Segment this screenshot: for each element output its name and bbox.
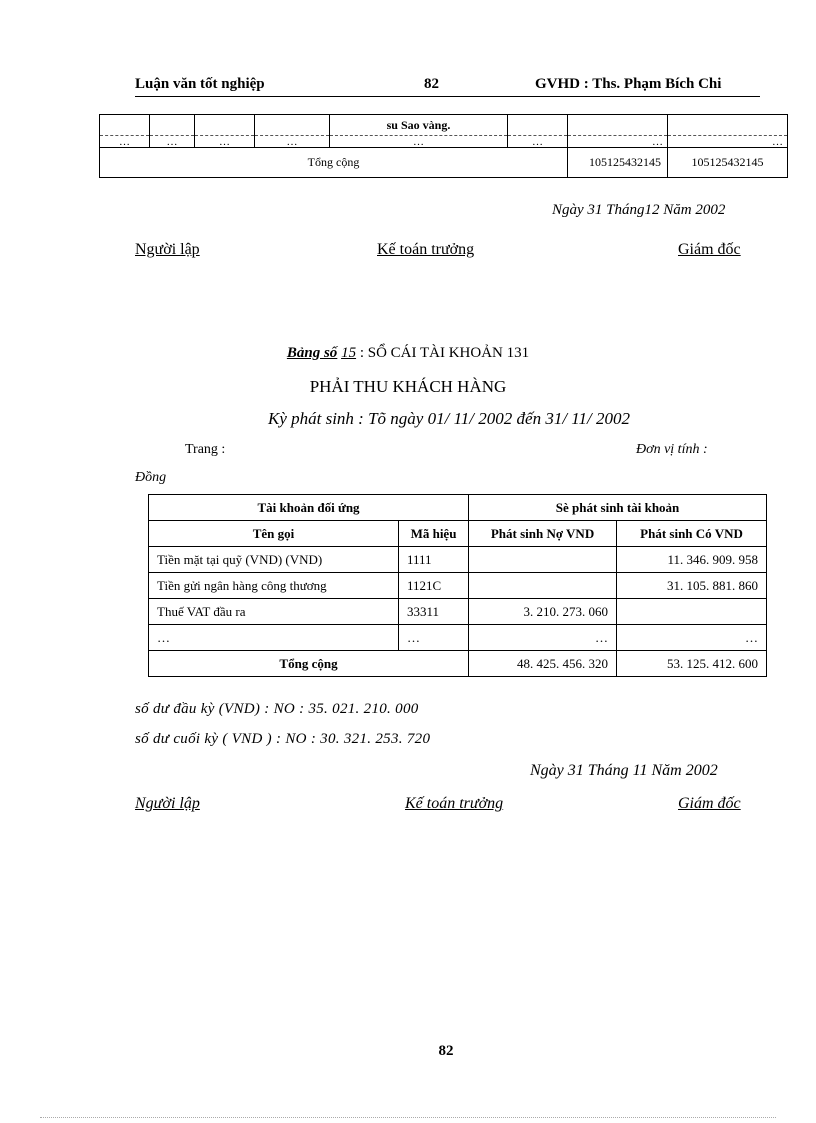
signature-preparer: Người lập (135, 241, 200, 258)
row-name: Thuế VAT đầu ra (149, 599, 399, 625)
row-debit: … (469, 625, 617, 651)
row-credit (617, 599, 767, 625)
column-header-debit: Phát sinh Nợ VND (469, 521, 617, 547)
row-code: 33311 (399, 599, 469, 625)
unit-value: Đồng (135, 470, 167, 485)
row-name: Tiền mặt tại quỹ (VND) (VND) (149, 547, 399, 573)
ledger-column-header (149, 521, 767, 547)
row-code: 1121C (399, 573, 469, 599)
footer-rule (40, 1117, 776, 1118)
row-code: 1111 (399, 547, 469, 573)
row-credit: 11. 346. 909. 958 (617, 547, 767, 573)
header-rule (135, 96, 760, 97)
signature-preparer: Người lập (135, 795, 200, 812)
ellipsis-cell: … (150, 136, 195, 148)
ellipsis-cell: … (255, 136, 330, 148)
row-name: Tiền gửi ngân hàng công thương (149, 573, 399, 599)
signature-director: Giám đốc (678, 241, 741, 258)
table-row (100, 136, 788, 148)
row-debit (469, 573, 617, 599)
total-debit: 105125432145 (568, 148, 668, 178)
row-debit (469, 547, 617, 573)
ledger-title-number: 15 (341, 345, 357, 361)
total-label: Tổng cộng (149, 651, 469, 677)
ledger-title-name: : SỔ CÁI TÀI KHOẢN 131 (356, 345, 530, 361)
previous-table (99, 114, 788, 178)
column-header-code: Mã hiệu (399, 521, 469, 547)
table-row (149, 599, 767, 625)
ledger-title-prefix: Bảng số (286, 345, 338, 361)
ledger-table (148, 494, 767, 677)
signature-director: Giám đốc (678, 795, 741, 812)
column-header-credit: Phát sinh Có VND (617, 521, 767, 547)
previous-date: Ngày 31 Tháng12 Năm 2002 (552, 202, 726, 218)
ellipsis-cell: … (668, 136, 788, 148)
header-advisor: GVHD : Ths. Phạm Bích Chi (535, 76, 722, 92)
ellipsis-cell: … (508, 136, 568, 148)
row-credit: 31. 105. 881. 860 (617, 573, 767, 599)
ledger-subtitle: PHẢI THU KHÁCH HÀNG (309, 377, 507, 396)
signature-chief-accountant: Kế toán trưởng (377, 241, 475, 258)
table-row (100, 115, 788, 136)
unit-label: Đơn vị tính : (636, 442, 708, 457)
closing-balance: số dư cuối kỳ ( VND ) : NO : 30. 321. 253. 720 (135, 731, 431, 747)
row-description: su Sao vàng. (330, 115, 508, 136)
group-header-accounts: Tài khoản đối ứng (149, 495, 469, 521)
footer-page-number: 82 (438, 1043, 454, 1059)
row-debit: 3. 210. 273. 060 (469, 599, 617, 625)
column-header-name: Tên gọi (149, 521, 399, 547)
ledger-title (0, 345, 816, 362)
header-thesis-label: Luận văn tốt nghiệp (135, 76, 265, 92)
table-row (149, 547, 767, 573)
total-debit: 48. 425. 456. 320 (469, 651, 617, 677)
ledger-date: Ngày 31 Tháng 11 Năm 2002 (530, 762, 718, 779)
total-credit: 53. 125. 412. 600 (617, 651, 767, 677)
page-label: Trang : (185, 442, 226, 457)
ellipsis-cell: … (568, 136, 668, 148)
row-code: … (399, 625, 469, 651)
ellipsis-cell: … (195, 136, 255, 148)
table-total-row (100, 148, 788, 178)
ledger-group-header (149, 495, 767, 521)
ellipsis-cell: … (100, 136, 150, 148)
header-page-number: 82 (424, 76, 439, 92)
total-label: Tổng cộng (100, 148, 568, 178)
row-credit: … (617, 625, 767, 651)
ledger-period: Kỳ phát sinh : Tõ ngày 01/ 11/ 2002 đến 31/ 11/ 2002 (267, 409, 631, 428)
signature-chief-accountant: Kế toán trưởng (405, 795, 504, 812)
table-total-row (149, 651, 767, 677)
opening-balance: số dư đầu kỳ (VND) : NO : 35. 021. 210. 000 (135, 701, 419, 717)
table-row (149, 625, 767, 651)
group-header-amounts: Sè phát sinh tài khoản (469, 495, 767, 521)
table-row (149, 573, 767, 599)
ellipsis-cell: … (330, 136, 508, 148)
total-credit: 105125432145 (668, 148, 788, 178)
row-name: … (149, 625, 399, 651)
